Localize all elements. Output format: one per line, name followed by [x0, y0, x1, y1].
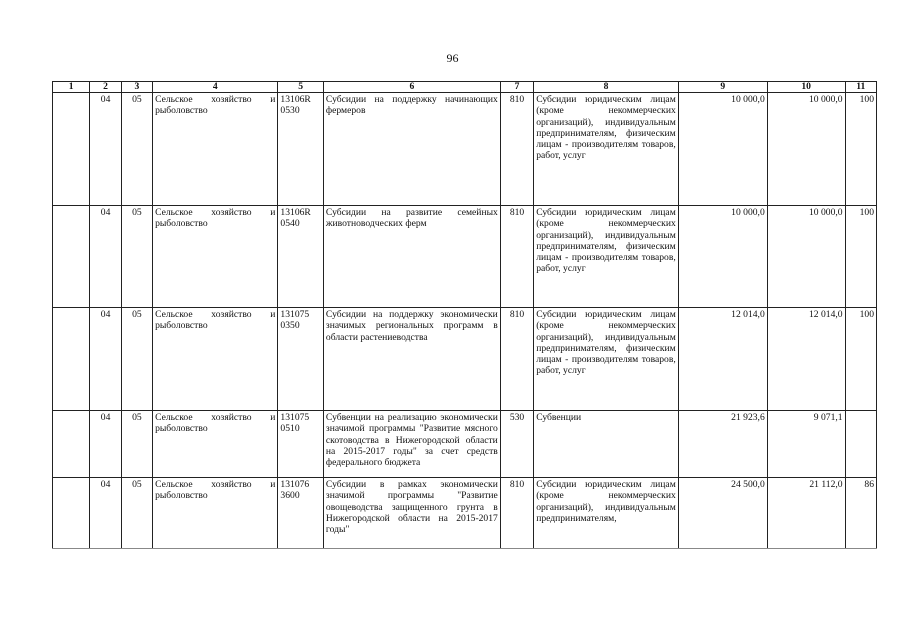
cell-subsection: 05	[121, 206, 152, 308]
cell-expense-code: 810	[500, 478, 533, 549]
cell-subsection: 05	[121, 411, 152, 478]
cell-section: 04	[90, 93, 121, 206]
cell-expense-name: Субсидии юридическим лицам (кроме некоммерческих организаций), индивидуальным предпринимателям, физическим лицам - производителям товаров, работ, услуг	[534, 308, 679, 411]
cell-target-code: 131075 0350	[278, 308, 323, 411]
cell-expense-name: Субсидии юридическим лицам (кроме некоммерческих организаций), индивидуальным предпринимателям, физическим лицам - производителям товаров, работ, услуг	[534, 206, 679, 308]
cell-actual: 12 014,0	[767, 308, 845, 411]
cell-expense-code: 530	[500, 411, 533, 478]
table-row	[53, 206, 877, 308]
cell-target-code: 131076 3600	[278, 478, 323, 549]
cell-target-name: Субсидии на развитие семейных животноводческих ферм	[323, 206, 500, 308]
cell-col1	[53, 478, 90, 549]
cell-subsection: 05	[121, 478, 152, 549]
column-header: 11	[845, 82, 876, 93]
column-header: 1	[53, 82, 90, 93]
page-number: 96	[446, 51, 459, 65]
cell-section-name: Сельское хозяйство и рыболовство	[153, 206, 278, 308]
cell-expense-name: Субсидии юридическим лицам (кроме некоммерческих организаций), индивидуальным предпринимателям, физическим лицам - производителям товаров, работ, услуг	[534, 93, 679, 206]
cell-planned: 24 500,0	[678, 478, 767, 549]
cell-target-code: 131075 0510	[278, 411, 323, 478]
cell-col1	[53, 308, 90, 411]
cell-percent	[845, 411, 876, 478]
cell-col1	[53, 411, 90, 478]
header-row	[53, 82, 877, 93]
cell-section-name: Сельское хозяйство и рыболовство	[153, 308, 278, 411]
cell-target-name: Субсидии в рамках экономически значимой программы "Развитие овощеводства защищенного грунта в Нижегородской области на 2015-2017 годы"	[323, 478, 500, 549]
cell-target-code: 13106R 0540	[278, 206, 323, 308]
table-row	[53, 308, 877, 411]
cell-section: 04	[90, 206, 121, 308]
cell-expense-name: Субсидии юридическим лицам (кроме некоммерческих организаций), индивидуальным предпринимателям,	[534, 478, 679, 549]
cell-expense-code: 810	[500, 308, 533, 411]
cell-planned: 10 000,0	[678, 93, 767, 206]
column-header: 5	[278, 82, 323, 93]
cell-percent: 86	[845, 478, 876, 549]
table-row	[53, 478, 877, 549]
column-header: 9	[678, 82, 767, 93]
cell-target-name: Субвенции на реализацию экономически значимой программы "Развитие мясного скотоводства в Нижегородской области на 2015-2017 годы" за счет средств федерального бюджета	[323, 411, 500, 478]
cell-section: 04	[90, 411, 121, 478]
cell-actual: 9 071,1	[767, 411, 845, 478]
cell-percent: 100	[845, 206, 876, 308]
cell-target-name: Субсидии на поддержку экономически значимых региональных программ в области растениеводства	[323, 308, 500, 411]
cell-subsection: 05	[121, 308, 152, 411]
cell-subsection: 05	[121, 93, 152, 206]
cell-section: 04	[90, 308, 121, 411]
cell-section-name: Сельское хозяйство и рыболовство	[153, 478, 278, 549]
cell-expense-name: Субвенции	[534, 411, 679, 478]
cell-expense-code: 810	[500, 93, 533, 206]
cell-col1	[53, 93, 90, 206]
column-header: 7	[500, 82, 533, 93]
column-header: 6	[323, 82, 500, 93]
cell-actual: 10 000,0	[767, 206, 845, 308]
cell-target-code: 13106R 0530	[278, 93, 323, 206]
column-header: 10	[767, 82, 845, 93]
cell-section-name: Сельское хозяйство и рыболовство	[153, 411, 278, 478]
cell-percent: 100	[845, 93, 876, 206]
column-header: 2	[90, 82, 121, 93]
budget-table	[52, 81, 877, 549]
cell-col1	[53, 206, 90, 308]
cell-planned: 12 014,0	[678, 308, 767, 411]
table-row	[53, 93, 877, 206]
cell-planned: 10 000,0	[678, 206, 767, 308]
cell-expense-code: 810	[500, 206, 533, 308]
column-header: 8	[534, 82, 679, 93]
cell-section-name: Сельское хозяйство и рыболовство	[153, 93, 278, 206]
cell-target-name: Субсидии на поддержку начинающих фермеров	[323, 93, 500, 206]
column-header: 3	[121, 82, 152, 93]
column-header: 4	[153, 82, 278, 93]
cell-section: 04	[90, 478, 121, 549]
cell-actual: 10 000,0	[767, 93, 845, 206]
cell-planned: 21 923,6	[678, 411, 767, 478]
cell-percent: 100	[845, 308, 876, 411]
table-row	[53, 411, 877, 478]
cell-actual: 21 112,0	[767, 478, 845, 549]
